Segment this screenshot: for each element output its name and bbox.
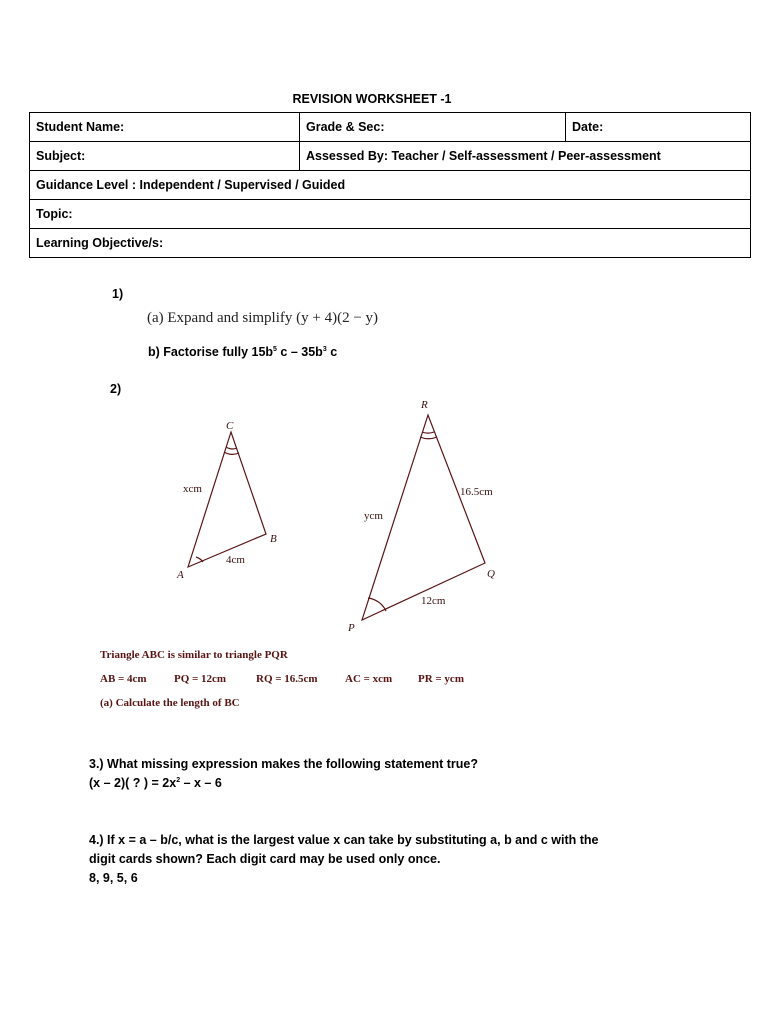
q1-part-b: b) Factorise fully $15b^5$ c – $35b^3$ c bbox=[148, 345, 338, 359]
grade-sec-cell[interactable]: Grade & Sec: bbox=[300, 113, 566, 142]
angle-r-arc2 bbox=[420, 437, 437, 439]
topic-cell[interactable]: Topic: bbox=[30, 200, 751, 229]
q2-part-a: (a) Calculate the length of BC bbox=[100, 697, 240, 709]
label-4cm: 4cm bbox=[226, 554, 245, 566]
angle-c-arc2 bbox=[224, 452, 239, 454]
label-q: Q bbox=[487, 568, 495, 580]
label-ycm: ycm bbox=[364, 510, 383, 522]
guidance-cell[interactable]: Guidance Level : Independent / Supervised / Guided bbox=[30, 171, 751, 200]
similar-statement: Triangle ABC is similar to triangle PQR bbox=[100, 649, 288, 661]
label-xcm: xcm bbox=[183, 483, 202, 495]
angle-r-arc bbox=[422, 432, 434, 433]
q1-part-a: (a) Expand and simplify (y + 4)(2 − y) bbox=[147, 310, 379, 326]
date-cell[interactable]: Date: bbox=[566, 113, 751, 142]
student-name-cell[interactable]: Student Name: bbox=[30, 113, 300, 142]
angle-c-arc bbox=[226, 447, 237, 449]
q4-line2: digit cards shown? Each digit card may be used only once. bbox=[89, 852, 441, 866]
label-r: R bbox=[421, 399, 428, 411]
triangle-abc bbox=[188, 432, 266, 567]
q2-number: 2) bbox=[110, 382, 122, 396]
subject-cell[interactable]: Subject: bbox=[30, 142, 300, 171]
measure-ac: AC = xcm bbox=[345, 673, 393, 685]
q1-number: 1) bbox=[112, 287, 124, 301]
assessed-by-cell[interactable]: Assessed By: Teacher / Self-assessment / Peer-assessment bbox=[300, 142, 751, 171]
angle-a-arc bbox=[196, 557, 203, 562]
label-p: P bbox=[348, 622, 355, 634]
label-16-5cm: 16.5cm bbox=[460, 486, 493, 498]
label-c: C bbox=[226, 420, 234, 432]
q3-line1: 3.) What missing expression makes the following statement true? bbox=[89, 757, 478, 771]
worksheet-title: REVISION WORKSHEET -1 bbox=[292, 92, 452, 106]
objectives-cell[interactable]: Learning Objective/s: bbox=[30, 229, 751, 258]
measure-rq: RQ = 16.5cm bbox=[256, 673, 318, 685]
label-12cm: 12cm bbox=[421, 595, 446, 607]
q4-digit-cards: 8, 9, 5, 6 bbox=[89, 871, 138, 885]
label-a: A bbox=[177, 569, 184, 581]
q4-line1: 4.) If x = a – b/c, what is the largest value x can take by substituting a, b and c with the bbox=[89, 833, 599, 847]
measure-pr: PR = ycm bbox=[418, 673, 464, 685]
label-b: B bbox=[270, 533, 277, 545]
q3-line2: (x – 2)( ? ) = $2x^2$ – x – 6 bbox=[89, 776, 222, 790]
measure-ab: AB = 4cm bbox=[100, 673, 147, 685]
measure-pq: PQ = 12cm bbox=[174, 673, 227, 685]
angle-p-arc bbox=[368, 598, 386, 611]
